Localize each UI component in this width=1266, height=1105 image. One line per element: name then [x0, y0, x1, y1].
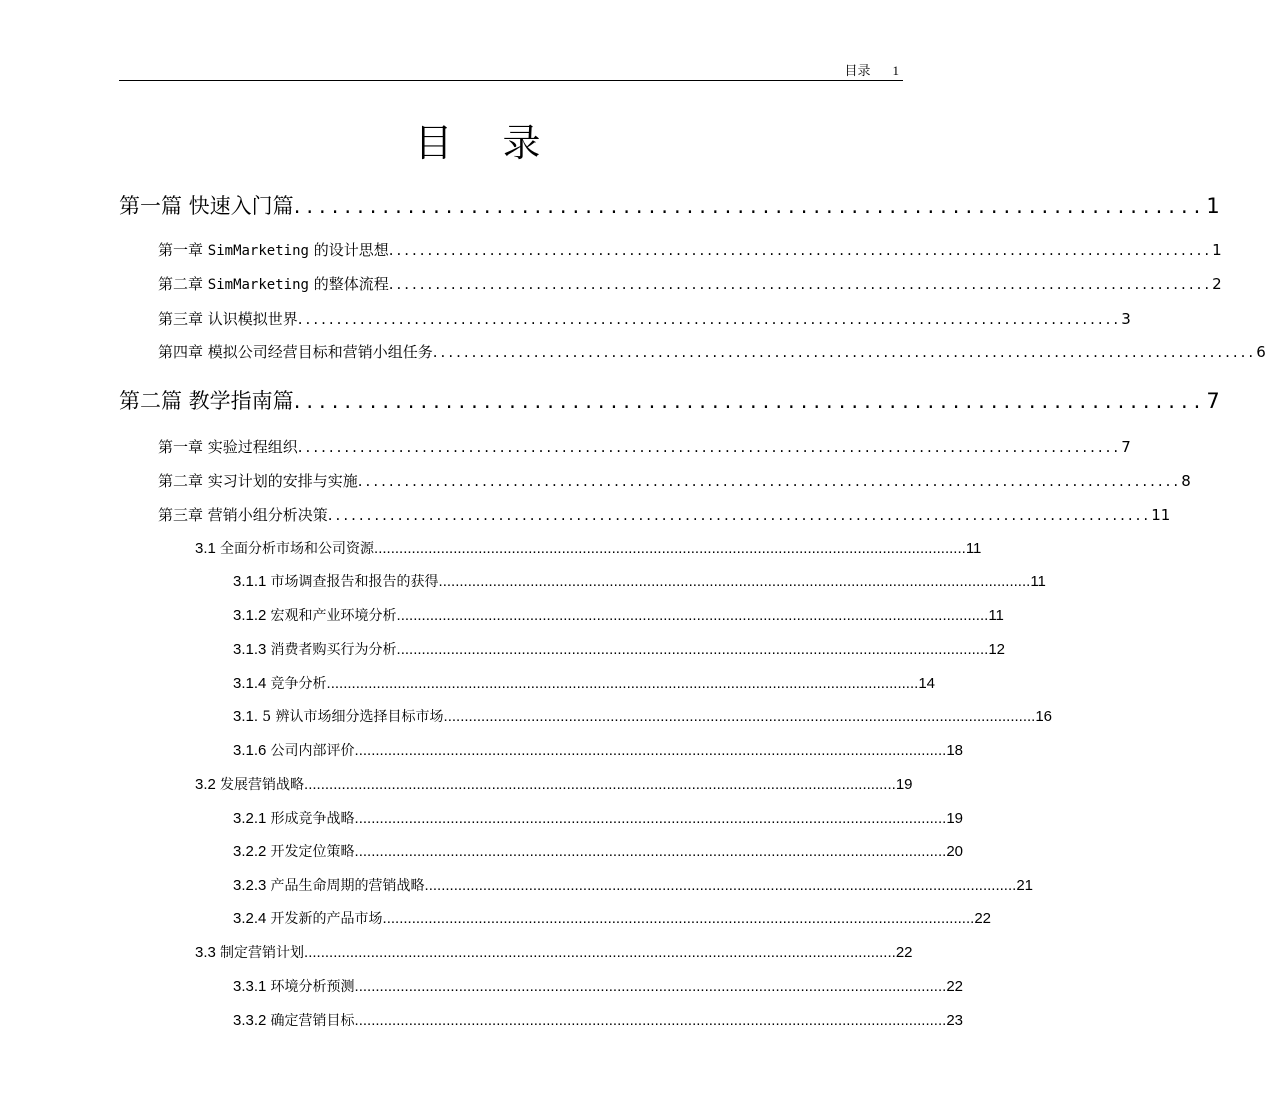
toc-leader-dots: .............................................................................................................................................. [354, 1012, 947, 1029]
toc-leader-dots: .......................................................................................................... [388, 275, 1213, 293]
toc-leader-dots: .............................................................................................................................................. [326, 675, 919, 692]
toc-leader-dots: .......................................................................................................... [388, 241, 1213, 259]
toc-leader-dots: .............................................................................................................................................. [354, 843, 947, 860]
toc-page-number: 20 [946, 843, 964, 860]
page-title: 目录 [414, 121, 591, 165]
toc-entry-label [233, 841, 355, 861]
toc-section-title: 5 辨认市场细分选择目标市场 [262, 709, 444, 725]
toc-leader-dots: .............................................................................................................................................. [304, 776, 896, 793]
toc-subsection-3-1-4[interactable] [233, 673, 936, 695]
toc-section-title: 环境分析预测 [270, 979, 355, 995]
toc-section-number: 3.2.1 [233, 810, 271, 827]
toc-subsection-3-2-4[interactable] [233, 908, 992, 930]
toc-section-number: 3.1 [195, 540, 221, 557]
toc-entry-label [158, 273, 389, 294]
toc-entry-label [233, 875, 425, 895]
toc-subsection-3-1-2[interactable] [233, 605, 1004, 627]
toc-entry-label [195, 942, 304, 962]
toc-entry-label [233, 605, 397, 625]
toc-leader-dots: .............................................................................................................................................. [354, 978, 947, 995]
toc-entry-prefix: 第一章 [158, 241, 208, 259]
toc-page-number: 19 [946, 810, 964, 827]
toc-page-number: 16 [1035, 708, 1053, 725]
toc-leader-dots: .......................................................................................................... [297, 310, 1122, 328]
toc-section-title: 产品生命周期的营销战略 [270, 878, 425, 894]
toc-chapter-2-2[interactable] [158, 470, 1191, 492]
toc-page-number: 6 [1256, 343, 1266, 361]
toc-entry-label [158, 239, 389, 260]
toc-entry-product-name: SimMarketing [207, 243, 309, 259]
toc-entry-label: 第四章 模拟公司经营目标和营销小组任务 [158, 343, 433, 361]
toc-subsection-3-2-1[interactable] [233, 808, 964, 830]
toc-page-number: 18 [946, 742, 964, 759]
toc-section-title: 市场调查报告和报告的获得 [270, 574, 439, 590]
toc-subsection-3-2-2[interactable] [233, 841, 964, 863]
toc-section-3-2[interactable] [195, 774, 913, 796]
toc-entry-label: 第一篇 快速入门篇 [119, 194, 294, 218]
toc-leader-dots: .............................................................................................................................................. [354, 810, 947, 827]
toc-section-number: 3.1.2 [233, 607, 271, 624]
toc-entry-label: 第一章 实验过程组织 [158, 438, 298, 456]
toc-entry-label: 第三章 营销小组分析决策 [158, 506, 328, 524]
toc-subsection-3-1-3[interactable] [233, 639, 1006, 661]
toc-entry-label [195, 774, 304, 794]
toc-entry-label [195, 538, 374, 558]
toc-page-number: 22 [974, 910, 992, 927]
toc-section-title: 开发新的产品市场 [270, 911, 383, 927]
toc-leader-dots: .......................................................................................................... [432, 343, 1257, 361]
toc-page-number: 14 [918, 675, 936, 692]
toc-entry-suffix: 的设计思想 [308, 241, 389, 259]
toc-leader-dots: .............................................................................................................................................. [354, 742, 947, 759]
toc-section-title: 消费者购买行为分析 [270, 642, 397, 658]
toc-page-number: 11 [965, 540, 982, 557]
toc-leader-dots: .............................................................................................................................................. [304, 944, 896, 961]
toc-leader-dots: .............................................................................................................................................. [396, 641, 989, 658]
toc-chapter-1-4[interactable] [158, 341, 1266, 363]
toc-entry-label: 第二篇 教学指南篇 [119, 389, 294, 413]
toc-subsection-3-2-3[interactable] [233, 875, 1034, 897]
toc-leader-dots: .......................................................................................................... [297, 438, 1122, 456]
toc-page-number: 11 [1030, 573, 1046, 590]
toc-entry-label: 第二章 实习计划的安排与实施 [158, 472, 358, 490]
toc-page-number: 19 [895, 776, 913, 793]
toc-part-2[interactable] [119, 385, 1220, 415]
toc-section-number: 3.3 [195, 944, 221, 961]
toc-leader-dots: .............................................................................................................................................. [382, 910, 975, 927]
toc-section-number: 3.2.2 [233, 843, 271, 860]
toc-subsection-3-3-1[interactable] [233, 976, 964, 998]
toc-entry-label [233, 639, 397, 659]
toc-section-number: 3.1.3 [233, 641, 271, 658]
toc-leader-dots: .......................................................................................................... [327, 506, 1152, 524]
toc-section-number: 3.2.3 [233, 877, 271, 894]
toc-entry-suffix: 的整体流程 [308, 275, 389, 293]
toc-entry-label [233, 908, 383, 928]
toc-part-1[interactable] [119, 190, 1220, 220]
toc-page-number: 1 [1206, 194, 1220, 218]
toc-page-number: 21 [1016, 877, 1034, 894]
toc-entry-label [233, 571, 439, 591]
toc-section-title: 竞争分析 [270, 676, 327, 692]
toc-section-number: 3.3.2 [233, 1012, 271, 1029]
running-header-label: 目录 [844, 63, 871, 78]
running-header [119, 62, 903, 81]
toc-leader-dots: .............................................................................................................................................. [443, 708, 1036, 725]
toc-section-number: 3.3.1 [233, 978, 271, 995]
toc-page-number: 7 [1206, 389, 1220, 413]
toc-leader-dots: ........................................................................ [293, 389, 1207, 413]
toc-chapter-1-3[interactable] [158, 308, 1131, 330]
toc-entry-label [233, 673, 327, 693]
toc-chapter-2-3[interactable] [158, 504, 1171, 526]
toc-page-number: 23 [946, 1012, 964, 1029]
toc-page-number: 7 [1121, 438, 1131, 456]
toc-chapter-1-2[interactable] [158, 273, 1222, 295]
toc-leader-dots: .......................................................................................................... [357, 472, 1182, 490]
toc-subsection-3-1-1[interactable] [233, 571, 1046, 593]
toc-section-number: 3.1.1 [233, 573, 271, 590]
running-header-page-number: 1 [892, 63, 899, 78]
toc-page-number: 3 [1121, 310, 1131, 328]
toc-section-title: 全面分析市场和公司资源 [220, 541, 375, 557]
toc-section-title: 宏观和产业环境分析 [270, 608, 397, 624]
toc-leader-dots: .............................................................................................................................................. [438, 573, 1031, 590]
toc-entry-label [233, 808, 355, 828]
toc-entry-label: 第三章 认识模拟世界 [158, 310, 298, 328]
toc-section-title: 发展营销战略 [220, 777, 305, 793]
toc-section-3-1[interactable] [195, 538, 982, 560]
toc-section-title: 公司内部评价 [270, 743, 355, 759]
toc-page-number: 12 [988, 641, 1006, 658]
toc-leader-dots: ........................................................................ [293, 194, 1207, 218]
toc-section-title: 开发定位策略 [270, 844, 355, 860]
toc-page-number: 22 [946, 978, 964, 995]
toc-page-number: 1 [1212, 241, 1222, 259]
toc-leader-dots: .............................................................................................................................................. [396, 607, 989, 624]
toc-leader-dots: .............................................................................................................................................. [424, 877, 1017, 894]
toc-page-number: 22 [895, 944, 913, 961]
toc-section-title: 形成竞争战略 [270, 811, 355, 827]
toc-entry-product-name: SimMarketing [207, 277, 309, 293]
toc-entry-prefix: 第二章 [158, 275, 208, 293]
toc-section-title: 制定营销计划 [220, 945, 305, 961]
toc-entry-label [233, 706, 444, 726]
toc-section-number: 3.1.6 [233, 742, 271, 759]
toc-leader-dots: .............................................................................................................................................. [374, 540, 966, 557]
toc-section-3-3[interactable] [195, 942, 913, 964]
toc-chapter-2-1[interactable] [158, 436, 1131, 458]
toc-entry-label [233, 740, 355, 760]
toc-page-number: 11 [988, 607, 1004, 624]
toc-entry-label [233, 976, 355, 996]
toc-section-number: 3.2.4 [233, 910, 271, 927]
toc-page-number: 11 [1151, 506, 1171, 524]
toc-subsection-3-1-5[interactable] [233, 706, 1053, 728]
toc-subsection-3-1-6[interactable] [233, 740, 964, 762]
toc-page-number: 8 [1181, 472, 1191, 490]
toc-page-number: 2 [1212, 275, 1222, 293]
toc-section-number: 3.1. [233, 708, 263, 725]
toc-entry-label [233, 1010, 355, 1030]
toc-section-number: 3.1.4 [233, 675, 271, 692]
toc-section-title: 确定营销目标 [270, 1013, 355, 1029]
toc-section-number: 3.2 [195, 776, 221, 793]
toc-chapter-1-1[interactable] [158, 239, 1222, 261]
toc-subsection-3-3-2[interactable] [233, 1010, 964, 1032]
